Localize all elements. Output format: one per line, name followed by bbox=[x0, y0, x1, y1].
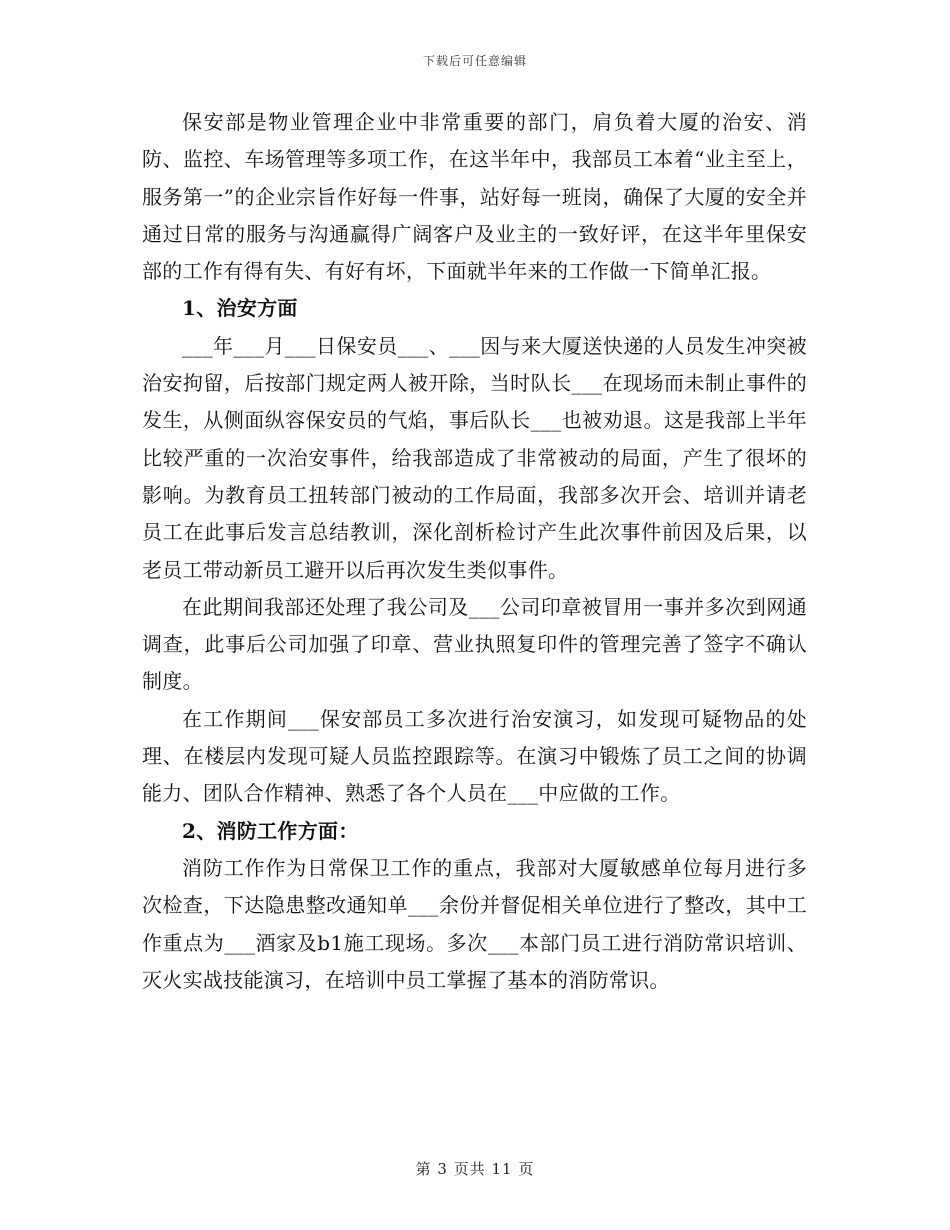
page-number: 第 3 页共 11 页 bbox=[415, 1160, 535, 1178]
section-heading-public-security: 1、治安方面 bbox=[182, 296, 298, 321]
paragraph-security-drill: 在工作期间___保安部员工多次进行治安演习，如发现可疑物品的处理、在楼层内发现可疑人员监控跟踪等。在演习中锻炼了员工之间的协调能力、团队合作精神、熟悉了各个人员在___中应做的工作。 bbox=[142, 706, 807, 806]
paragraph-security-incident: ___年___月___日保安员___、___因与来大厦送快递的人员发生冲突被治安拘留，后按部门规定两人被开除，当时队长___在现场而未制止事件的发生，从侧面纵容保安员的气焰，事后队长___也被劝退。这是我部上半年比较严重的一次治安事件，给我部造成了非常被动的局面，产生了很坏的影响。为教育员工扭转部门被动的工作局面，我部多次开会、培训并请老员工在此事后发言总结教训，深化剖析检讨产生此次事件前因及后果，以老员工带动新员工避开以后再次发生类似事件。 bbox=[142, 333, 807, 582]
intro-paragraph: 保安部是物业管理企业中非常重要的部门，肩负着大厦的治安、消防、监控、车场管理等多项工作，在这半年中，我部员工本着“业主至上，服务第一”的企业宗旨作好每一件事，站好每一班岗，确保了大厦的安全并通过日常的服务与沟通赢得广阔客户及业主的一致好评，在这半年里保安部的工作有得有失、有好有坏，下面就半年来的工作做一下简单汇报。 bbox=[142, 110, 807, 284]
paragraph-seal-misuse: 在此期间我部还处理了我公司及___公司印章被冒用一事并多次到网通调查，此事后公司加强了印章、营业执照复印件的管理完善了签字不确认制度。 bbox=[142, 594, 807, 694]
section-heading-fire-safety: 2、消防工作方面： bbox=[182, 818, 359, 843]
page-header: 下载后可任意编辑 bbox=[422, 54, 527, 68]
paragraph-fire-safety: 消防工作作为日常保卫工作的重点，我部对大厦敏感单位每月进行多次检查，下达隐患整改通知单___余份并督促相关单位进行了整改，其中工作重点为___酒家及b1施工现场。多次___本部门员工进行消防常识培训、灭火实战技能演习，在培训中员工掌握了基本的消防常识。 bbox=[142, 855, 807, 992]
document-body bbox=[142, 104, 807, 999]
